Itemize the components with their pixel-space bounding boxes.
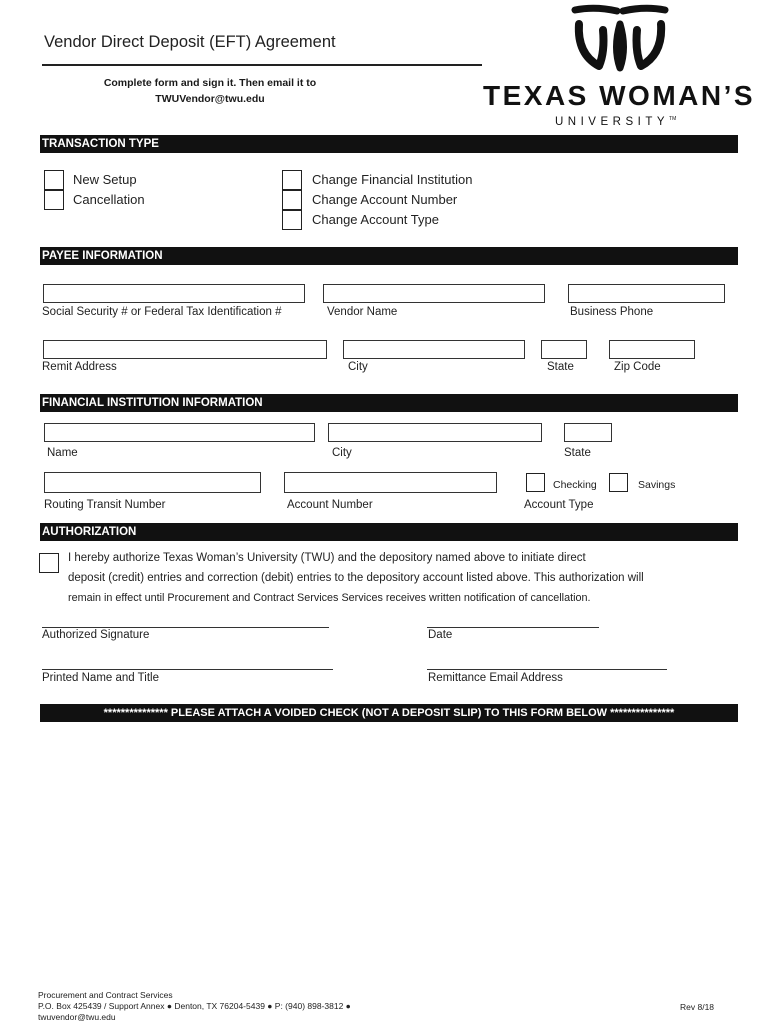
account-number-input[interactable] bbox=[284, 472, 497, 493]
checking-checkbox[interactable] bbox=[526, 473, 545, 492]
remittance-email-label: Remittance Email Address bbox=[428, 672, 563, 684]
instructions bbox=[60, 75, 360, 107]
ssn-input[interactable] bbox=[43, 284, 305, 303]
payee-zip-label: Zip Code bbox=[614, 361, 661, 373]
change-institution-checkbox[interactable] bbox=[282, 170, 302, 190]
change-account-number-checkbox[interactable] bbox=[282, 190, 302, 210]
institution-state-label: State bbox=[564, 447, 591, 459]
change-account-type-checkbox[interactable] bbox=[282, 210, 302, 230]
title-divider bbox=[42, 64, 482, 66]
ssn-label: Social Security # or Federal Tax Identification # bbox=[42, 306, 282, 318]
section-heading-authorization: AUTHORIZATION bbox=[40, 523, 738, 541]
footer-email: twuvendor@twu.edu bbox=[38, 1012, 116, 1022]
payee-city-input[interactable] bbox=[343, 340, 525, 359]
payee-state-label: State bbox=[547, 361, 574, 373]
authorization-checkbox[interactable] bbox=[39, 553, 59, 573]
authorization-line-2: deposit (credit) entries and correction (debit) entries to the depository account listed above. This authorization will bbox=[68, 572, 644, 584]
change-institution-label: Change Financial Institution bbox=[312, 172, 473, 187]
vendor-name-label: Vendor Name bbox=[327, 306, 398, 318]
section-heading-transaction: TRANSACTION TYPE bbox=[40, 135, 738, 153]
payee-zip-input[interactable] bbox=[609, 340, 695, 359]
institution-name-label: Name bbox=[47, 447, 78, 459]
business-phone-input[interactable] bbox=[568, 284, 725, 303]
form-title: Vendor Direct Deposit (EFT) Agreement bbox=[44, 33, 336, 51]
cancellation-checkbox[interactable] bbox=[44, 190, 64, 210]
instruction-line-1: Complete form and sign it. Then email it to bbox=[103, 77, 317, 89]
authorization-line-1: I hereby authorize Texas Woman’s University (TWU) and the depository named above to initiate direct bbox=[68, 552, 586, 564]
logo-subtitle bbox=[555, 116, 676, 128]
routing-number-label: Routing Transit Number bbox=[44, 499, 166, 511]
authorization-text bbox=[68, 548, 748, 608]
payee-city-label: City bbox=[348, 361, 368, 373]
institution-state-input[interactable] bbox=[564, 423, 612, 442]
institution-city-input[interactable] bbox=[328, 423, 542, 442]
account-type-label: Account Type bbox=[524, 499, 594, 511]
business-phone-label: Business Phone bbox=[570, 306, 654, 318]
remit-address-input[interactable] bbox=[43, 340, 327, 359]
logo-wordmark: TEXAS WOMAN’S bbox=[483, 80, 756, 111]
footer-address bbox=[38, 990, 351, 1023]
section-heading-payee: PAYEE INFORMATION bbox=[40, 247, 738, 265]
authorization-line-3: remain in effect until Procurement and Contract Services Services receives written notification of cancellation. bbox=[68, 592, 591, 604]
new-setup-label: New Setup bbox=[73, 172, 137, 187]
revision-label: Rev 8/18 bbox=[680, 1002, 715, 1012]
institution-name-input[interactable] bbox=[44, 423, 315, 442]
twu-logo-icon bbox=[565, 2, 675, 72]
remit-address-label: Remit Address bbox=[42, 361, 117, 373]
account-number-label: Account Number bbox=[287, 499, 373, 511]
instruction-email: TWUVendor@twu.edu bbox=[155, 93, 265, 105]
routing-number-input[interactable] bbox=[44, 472, 261, 493]
change-account-type-label: Change Account Type bbox=[312, 212, 439, 227]
savings-label: Savings bbox=[638, 479, 676, 491]
date-label: Date bbox=[428, 629, 453, 641]
change-account-number-label: Change Account Number bbox=[312, 192, 458, 207]
trademark: TM bbox=[669, 116, 677, 123]
savings-checkbox[interactable] bbox=[609, 473, 628, 492]
new-setup-checkbox[interactable] bbox=[44, 170, 64, 190]
payee-state-input[interactable] bbox=[541, 340, 587, 359]
cancellation-label: Cancellation bbox=[73, 192, 145, 207]
signature-label: Authorized Signature bbox=[42, 629, 150, 641]
section-heading-financial: FINANCIAL INSTITUTION INFORMATION bbox=[40, 394, 738, 412]
printed-name-line[interactable] bbox=[42, 669, 333, 670]
footer-contact: P.O. Box 425439 / Support Annex ● Denton, TX 76204-5439 ● P: (940) 898-3812 ● bbox=[38, 1001, 351, 1011]
voided-check-notice: *************** PLEASE ATTACH A VOIDED CHECK (NOT A DEPOSIT SLIP) TO THIS FORM BELOW *************** bbox=[40, 704, 738, 722]
checking-label: Checking bbox=[553, 479, 597, 491]
institution-city-label: City bbox=[332, 447, 352, 459]
remittance-email-line[interactable] bbox=[427, 669, 667, 670]
logo-subtitle-text: UNIVERSITY bbox=[555, 116, 670, 128]
signature-line[interactable] bbox=[42, 627, 329, 628]
vendor-name-input[interactable] bbox=[323, 284, 545, 303]
footer-department: Procurement and Contract Services bbox=[38, 990, 173, 1000]
printed-name-label: Printed Name and Title bbox=[42, 672, 159, 684]
date-line[interactable] bbox=[427, 627, 599, 628]
